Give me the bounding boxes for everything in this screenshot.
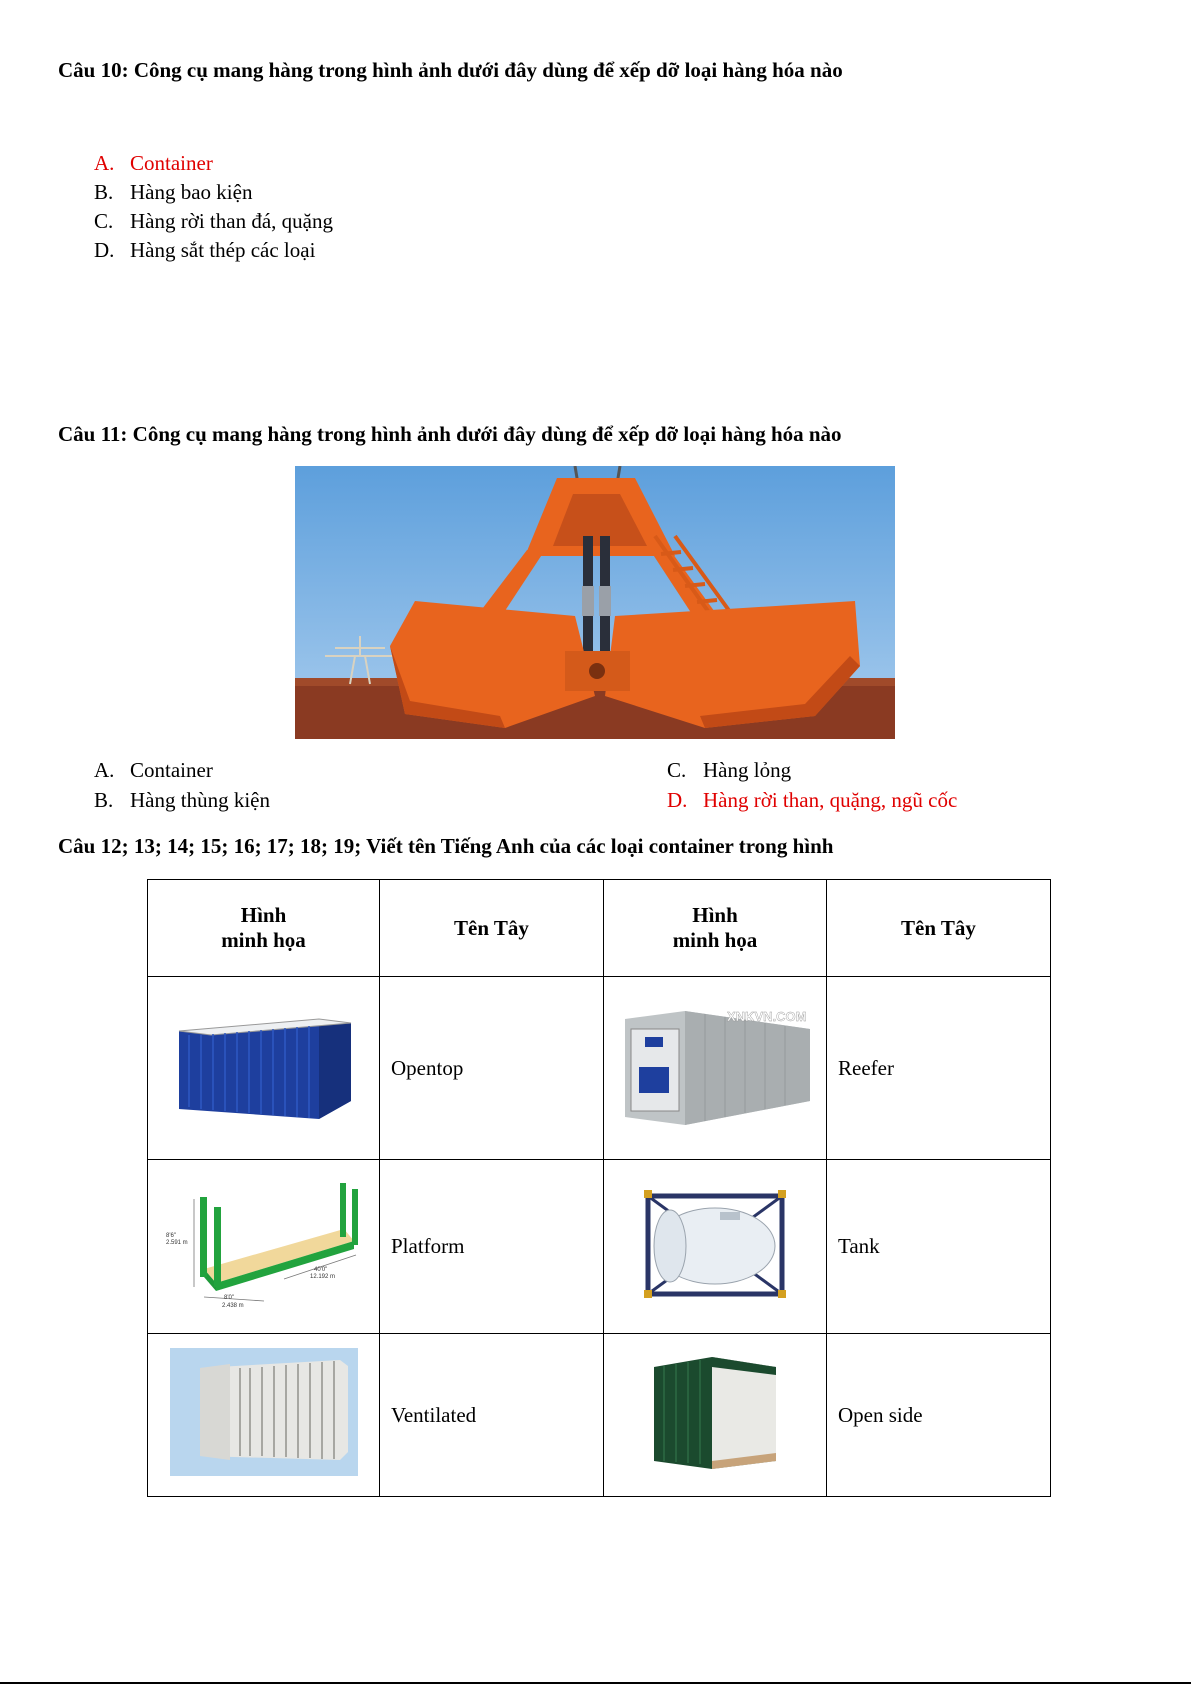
q11-option-a: A. Container bbox=[94, 758, 213, 782]
q11-option-b: B. Hàng thùng kiện bbox=[94, 788, 270, 812]
header-name-1: Tên Tây bbox=[380, 880, 604, 977]
q11-option-c: C. Hàng lỏng bbox=[667, 758, 792, 782]
reefer-name: Reefer bbox=[827, 977, 1051, 1160]
question-12-title: Câu 12; 13; 14; 15; 16; 17; 18; 19; Viết tên Tiếng Anh của các loại container trong hình bbox=[58, 834, 834, 858]
watermark-text: XNKVN.COM bbox=[727, 1009, 807, 1024]
q10-option-d: D. Hàng sắt thép các loại bbox=[94, 238, 316, 262]
tank-container-image bbox=[604, 1160, 827, 1334]
q10-option-c: C. Hàng rời than đá, quặng bbox=[94, 209, 333, 233]
ventilated-name: Ventilated bbox=[380, 1334, 604, 1497]
table-header-row bbox=[148, 880, 1051, 977]
svg-text:40'0": 40'0" bbox=[313, 1266, 327, 1273]
reefer-container-image bbox=[604, 977, 827, 1160]
svg-text:2.591 m: 2.591 m bbox=[165, 1239, 188, 1246]
question-11-title: Câu 11: Công cụ mang hàng trong hình ảnh dưới đây dùng để xếp dỡ loại hàng hóa nào bbox=[58, 422, 842, 446]
header-illustration-1: Hình minh họa bbox=[148, 880, 380, 977]
table-row bbox=[148, 1160, 1051, 1334]
header-name-2: Tên Tây bbox=[827, 880, 1051, 977]
header-illustration-2: Hình minh họa bbox=[604, 880, 827, 977]
table-row bbox=[148, 1334, 1051, 1497]
svg-text:8'6": 8'6" bbox=[165, 1232, 176, 1239]
svg-text:12.192 m: 12.192 m bbox=[309, 1273, 335, 1280]
ventilated-container-image bbox=[148, 1334, 380, 1497]
open-side-name: Open side bbox=[827, 1334, 1051, 1497]
table-row bbox=[148, 977, 1051, 1160]
svg-text:2.438 m: 2.438 m bbox=[221, 1302, 244, 1309]
q10-option-a: A. Container bbox=[94, 151, 213, 175]
open-side-container-image bbox=[604, 1334, 827, 1497]
tank-name: Tank bbox=[827, 1160, 1051, 1334]
opentop-name: Opentop bbox=[380, 977, 604, 1160]
q11-option-d: D. Hàng rời than, quặng, ngũ cốc bbox=[667, 788, 958, 812]
page-bottom-border bbox=[0, 1682, 1191, 1684]
q10-option-b: B. Hàng bao kiện bbox=[94, 180, 253, 204]
platform-name: Platform bbox=[380, 1160, 604, 1334]
platform-container-image bbox=[148, 1160, 380, 1334]
grab-bucket-photo bbox=[295, 466, 895, 739]
container-types-table bbox=[147, 879, 1051, 1497]
svg-text:8'0": 8'0" bbox=[223, 1294, 234, 1301]
question-10-title: Câu 10: Công cụ mang hàng trong hình ảnh dưới đây dùng để xếp dỡ loại hàng hóa nào bbox=[58, 58, 843, 82]
opentop-container-image bbox=[148, 977, 380, 1160]
